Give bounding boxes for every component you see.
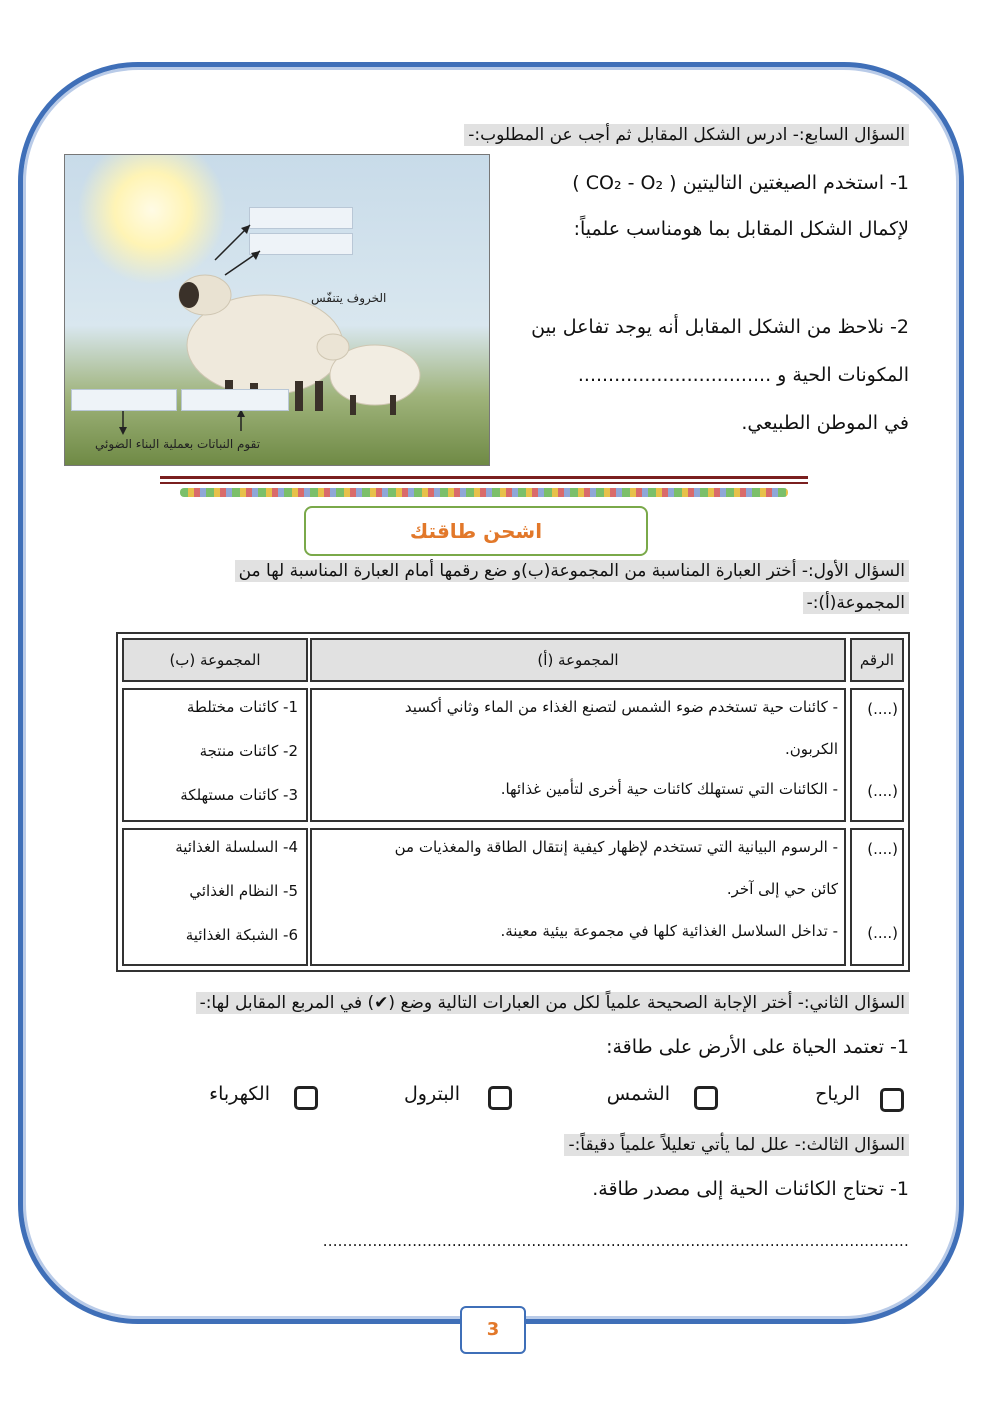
figure-label-sheep: الخروف يتنفّس [311, 291, 387, 305]
option-label-oil: البترول [404, 1083, 460, 1105]
q3-item1: 1- تحتاج الكائنات الحية إلى مصدر طاقة. [592, 1178, 909, 1200]
figure-blank-bottom-1[interactable] [71, 389, 177, 411]
q3-heading: السؤال الثالث:- علل لما يأتي تعليلاً علمياً دقيقاً:- [564, 1134, 909, 1156]
block2-a1-line1: - الرسوم البيانية التي تستخدم لإظهار كيفية إنتقال الطاقة والمغذيات من [394, 838, 838, 856]
option-checkbox-wind[interactable] [880, 1088, 904, 1112]
q7-item1-line1: 1- استخدم الصيغتين التاليتين ( CO₂ - O₂ ) [572, 172, 909, 194]
header-group-b: المجموعة (ب) [122, 638, 308, 682]
block1-blank-2[interactable]: (....) [867, 782, 898, 800]
block1-a1-line1: - كائنات حية تستخدم ضوء الشمس لتصنع الغذاء من الماء وثاني أكسيد [404, 698, 838, 716]
option-checkbox-electricity[interactable] [294, 1086, 318, 1110]
q3-answer-line[interactable]: ...................................................................................................................... [322, 1232, 909, 1250]
option-label-wind: الرياح [815, 1083, 860, 1105]
q2-item1: 1- تعتمد الحياة على الأرض على طاقة: [606, 1036, 909, 1058]
q7-item1-line2: لإكمال الشكل المقابل بما هومناسب علمياً: [573, 218, 909, 240]
block1-blank-1[interactable]: (....) [867, 700, 898, 718]
block1-group-a-cell [310, 688, 846, 822]
matching-table [116, 632, 910, 972]
q1-heading-line1: السؤال الأول:- أختر العبارة المناسبة من المجموعة(ب)و ضع رقمها أمام العبارة المناسبة لها من [235, 560, 909, 582]
block2-group-a-cell [310, 828, 846, 966]
block2-group-b-cell [122, 828, 308, 966]
option-label-sun: الشمس [606, 1083, 670, 1105]
header-number: الرقم [850, 638, 904, 682]
block2-blank-2[interactable]: (....) [867, 924, 898, 942]
section-banner: اشحن طاقتك [304, 506, 648, 556]
block1-a2: - الكائنات التي تستهلك كائنات حية أخرى لتأمين غذائها. [500, 780, 838, 798]
block2-number-cell [850, 828, 904, 966]
block1-b3: 3- كائنات مستهلكة [180, 786, 298, 804]
q7-item2-line2[interactable]: المكونات الحية و ................................ [577, 364, 909, 386]
sheep-illustration [65, 155, 489, 465]
block2-a1-line2: كائن حي إلى آخر. [726, 880, 838, 898]
header-group-a: المجموعة (أ) [310, 638, 846, 682]
page-number: 3 [460, 1306, 526, 1354]
respiration-figure [64, 154, 490, 466]
block1-number-cell [850, 688, 904, 822]
q7-heading: السؤال السابع:- ادرس الشكل المقابل ثم أجب عن المطلوب:- [464, 124, 909, 146]
block2-b5: 5- النظام الغذائي [189, 882, 298, 900]
option-checkbox-oil[interactable] [488, 1086, 512, 1110]
block2-b4: 4- السلسلة الغذائية [175, 838, 298, 856]
block1-a1-line2: الكربون. [784, 740, 838, 758]
option-label-electricity: الكهرباء [209, 1083, 270, 1105]
block1-b2: 2- كائنات منتجة [199, 742, 298, 760]
block2-b6: 6- الشبكة الغذائية [185, 926, 298, 944]
option-checkbox-sun[interactable] [694, 1086, 718, 1110]
figure-blank-bottom-2[interactable] [181, 389, 289, 411]
figure-label-plants: تقوم النباتات بعملية البناء الضوئي [95, 437, 261, 451]
block1-group-b-cell [122, 688, 308, 822]
q7-item2-line1: 2- نلاحظ من الشكل المقابل أنه يوجد تفاعل بين [531, 316, 909, 338]
decorative-divider [160, 476, 808, 500]
q2-heading: السؤال الثاني:- أختر الإجابة الصحيحة علمياً لكل من العبارات التالية وضع (✔) في المربع المقابل لها:- [196, 992, 909, 1014]
q1-heading-line2: المجموعة(أ):- [803, 592, 909, 614]
block2-blank-1[interactable]: (....) [867, 840, 898, 858]
block1-b1: 1- كائنات مختلطة [186, 698, 298, 716]
q7-item2-line3: في الموطن الطبيعي. [741, 412, 909, 434]
block2-a2: - تداخل السلاسل الغذائية كلها في مجموعة بيئية معينة. [500, 922, 838, 940]
